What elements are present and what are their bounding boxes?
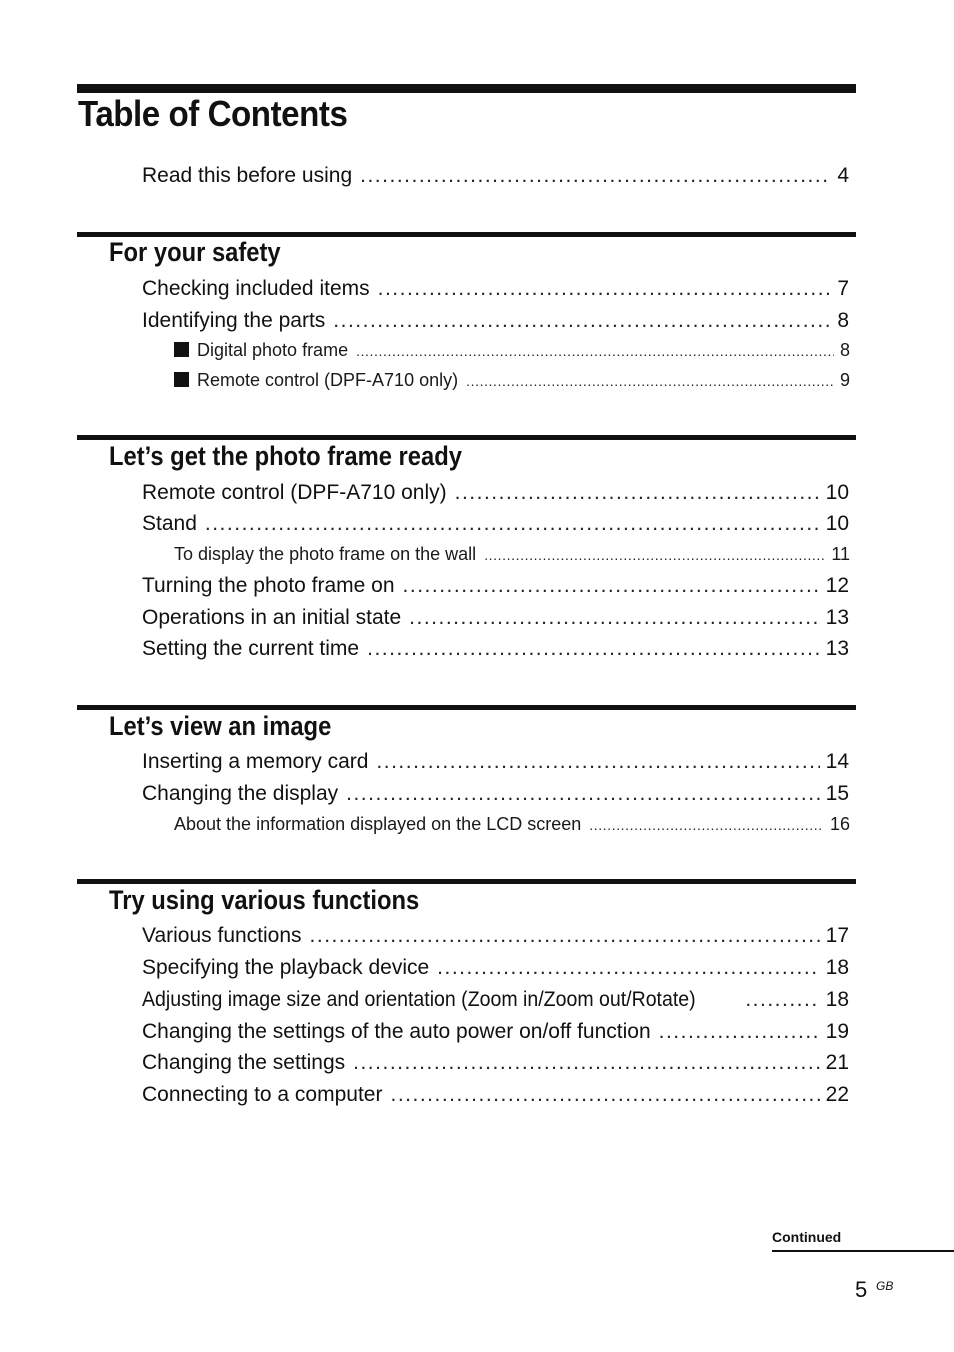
toc-entry-text: Digital photo frame (197, 340, 349, 360)
dot-leader (310, 922, 820, 950)
toc-entry-page: 13 (825, 637, 849, 660)
toc-entry-text: Changing the settings of the auto power on/off function (142, 1020, 651, 1043)
square-bullet-icon (174, 342, 189, 357)
toc-entry-text: Changing the display (142, 782, 339, 805)
dot-leader (333, 307, 831, 335)
toc-entry[interactable] (142, 922, 849, 950)
section-heading: Try using various functions (109, 885, 420, 915)
toc-entry-page: 18 (825, 956, 849, 979)
toc-entry-page: 4 (837, 164, 849, 187)
toc-entry-page: 17 (825, 924, 849, 947)
toc-entry-text: Turning the photo frame on (142, 574, 395, 597)
toc-entry-page: 8 (837, 309, 849, 332)
continued-marker (772, 1228, 954, 1252)
dot-leader (745, 986, 819, 1014)
dot-leader (484, 543, 825, 567)
section-heading: Let’s view an image (109, 711, 332, 741)
dot-leader (409, 604, 819, 632)
toc-entry[interactable] (142, 479, 849, 507)
toc-entry-text: Inserting a memory card (142, 750, 369, 773)
toc-entry-text: Checking included items (142, 277, 370, 300)
dot-leader (346, 780, 820, 808)
toc-entry-page: 10 (825, 481, 849, 504)
dot-leader (390, 1081, 819, 1109)
section-heading: For your safety (109, 237, 281, 267)
toc-entry-text: Changing the settings (142, 1051, 346, 1074)
toc-entry-page: 8 (839, 340, 850, 360)
dot-leader (659, 1018, 820, 1046)
toc-entry[interactable] (142, 572, 849, 600)
toc-entry-page: 16 (829, 814, 850, 834)
toc-subentry[interactable] (174, 542, 850, 567)
toc-subentry[interactable] (174, 368, 850, 393)
toc-entry[interactable] (142, 1049, 849, 1077)
toc-entry[interactable] (142, 604, 849, 632)
toc-entry-page: 19 (825, 1020, 849, 1043)
toc-entry-page: 11 (831, 544, 850, 564)
toc-entry-text: Read this before using (142, 164, 353, 187)
toc-entry-text: Remote control (DPF-A710 only) (142, 481, 447, 504)
toc-entry-page: 10 (825, 512, 849, 535)
region-code: GB (876, 1279, 894, 1293)
toc-entry-text: Stand (142, 512, 197, 535)
toc-entry[interactable] (142, 954, 849, 982)
dot-leader (367, 635, 820, 663)
toc-entry-text: Identifying the parts (142, 309, 326, 332)
toc-entry[interactable] (142, 162, 849, 190)
square-bullet-icon (174, 372, 189, 387)
toc-entry[interactable] (142, 307, 849, 335)
toc-entry-page: 7 (837, 277, 849, 300)
dot-leader (403, 572, 820, 600)
toc-entry-text: Remote control (DPF-A710 only) (197, 370, 459, 390)
toc-entry-page: 9 (839, 370, 850, 390)
toc-entry[interactable] (142, 635, 849, 663)
toc-entry-page: 21 (825, 1051, 849, 1074)
toc-entry[interactable] (142, 748, 849, 776)
toc-entry-text: Adjusting image size and orientation (Zoom in/Zoom out/Rotate) (142, 988, 696, 1011)
toc-entry[interactable] (142, 1018, 849, 1046)
continued-label: Continued (772, 1229, 842, 1245)
toc-entry-page: 13 (825, 606, 849, 629)
dot-leader (205, 510, 820, 538)
toc-entry[interactable] (142, 986, 849, 1014)
toc-entry-text: Specifying the playback device (142, 956, 430, 979)
toc-entry-page: 22 (825, 1083, 849, 1106)
dot-leader (353, 1049, 820, 1077)
dot-leader (466, 369, 834, 393)
toc-subentry[interactable] (174, 338, 850, 363)
dot-leader (356, 339, 834, 363)
toc-entry[interactable] (142, 275, 849, 303)
dot-leader (589, 813, 824, 837)
toc-entry-text: Operations in an initial state (142, 606, 402, 629)
toc-entry[interactable] (142, 780, 849, 808)
section-heading: Let’s get the photo frame ready (109, 441, 462, 471)
page-number: 5 (855, 1277, 868, 1302)
toc-entry-text: About the information displayed on the LCD screen (174, 814, 582, 834)
dot-leader (376, 748, 819, 776)
toc-entry-text: To display the photo frame on the wall (174, 544, 477, 564)
toc-subentry[interactable] (174, 812, 850, 837)
toc-entry-text: Setting the current time (142, 637, 360, 660)
toc-entry-page: 14 (825, 750, 849, 773)
page-title: Table of Contents (78, 93, 348, 134)
toc-entry-page: 18 (825, 988, 849, 1011)
dot-leader (437, 954, 819, 982)
toc-entry-text: Various functions (142, 924, 302, 947)
dot-leader (378, 275, 832, 303)
toc-entry-page: 15 (825, 782, 849, 805)
toc-entry-text: Connecting to a computer (142, 1083, 383, 1106)
dot-leader (360, 162, 831, 190)
toc-entry-page: 12 (825, 574, 849, 597)
toc-entry[interactable] (142, 1081, 849, 1109)
dot-leader (455, 479, 820, 507)
toc-entry[interactable] (142, 510, 849, 538)
